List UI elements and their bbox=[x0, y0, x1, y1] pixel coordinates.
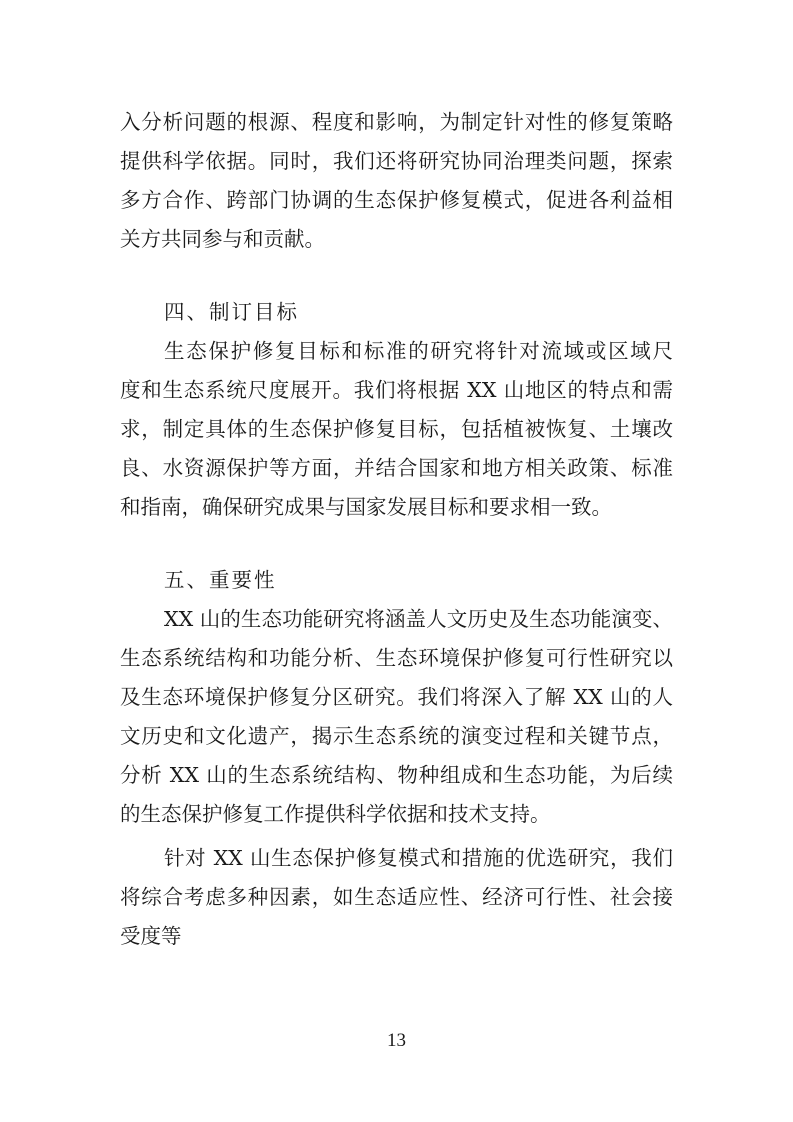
paragraph-line: 将综合考虑多种因素，如生态适应性、经济可行性、社会接 bbox=[120, 885, 673, 909]
paragraph-line: 的生态保护修复工作提供科学依据和技术支持。 bbox=[120, 802, 551, 826]
paragraph-line: 提供科学依据。同时，我们还将研究协同治理类问题，探索 bbox=[120, 149, 673, 173]
paragraph-line: 受度等 bbox=[120, 924, 182, 948]
paragraph-line: 良、水资源保护等方面，并结合国家和地方相关政策、标准 bbox=[120, 456, 673, 480]
section-heading-importance: 五、重要性 bbox=[164, 568, 277, 592]
section-heading-goals: 四、制订目标 bbox=[164, 300, 299, 324]
paragraph-line: 多方合作、跨部门协调的生态保护修复模式，促进各利益相 bbox=[120, 188, 673, 212]
paragraph-line: 求，制定具体的生态保护修复目标，包括植被恢复、土壤改 bbox=[120, 417, 673, 441]
paragraph-line: 和指南，确保研究成果与国家发展目标和要求相一致。 bbox=[120, 495, 612, 519]
paragraph-line: 文历史和文化遗产，揭示生态系统的演变过程和关键节点， bbox=[120, 724, 673, 748]
paragraph-line: 生态保护修复目标和标准的研究将针对流域或区域尺 bbox=[164, 339, 673, 363]
paragraph-line: 及生态环境保护修复分区研究。我们将深入了解 XX 山的人 bbox=[120, 685, 673, 709]
paragraph-line: 生态系统结构和功能分析、生态环境保护修复可行性研究以 bbox=[120, 646, 673, 670]
paragraph-line: 度和生态系统尺度展开。我们将根据 XX 山地区的特点和需 bbox=[120, 378, 673, 402]
paragraph-line: 关方共同参与和贡献。 bbox=[120, 227, 325, 251]
paragraph-line: XX 山的生态功能研究将涵盖人文历史及生态功能演变、 bbox=[164, 607, 673, 631]
paragraph-line: 入分析问题的根源、程度和影响，为制定针对性的修复策略 bbox=[120, 110, 673, 134]
page-number: 13 bbox=[387, 1030, 406, 1051]
paragraph-line: 分析 XX 山的生态系统结构、物种组成和生态功能，为后续 bbox=[120, 763, 673, 787]
paragraph-line: 针对 XX 山生态保护修复模式和措施的优选研究，我们 bbox=[164, 846, 673, 870]
